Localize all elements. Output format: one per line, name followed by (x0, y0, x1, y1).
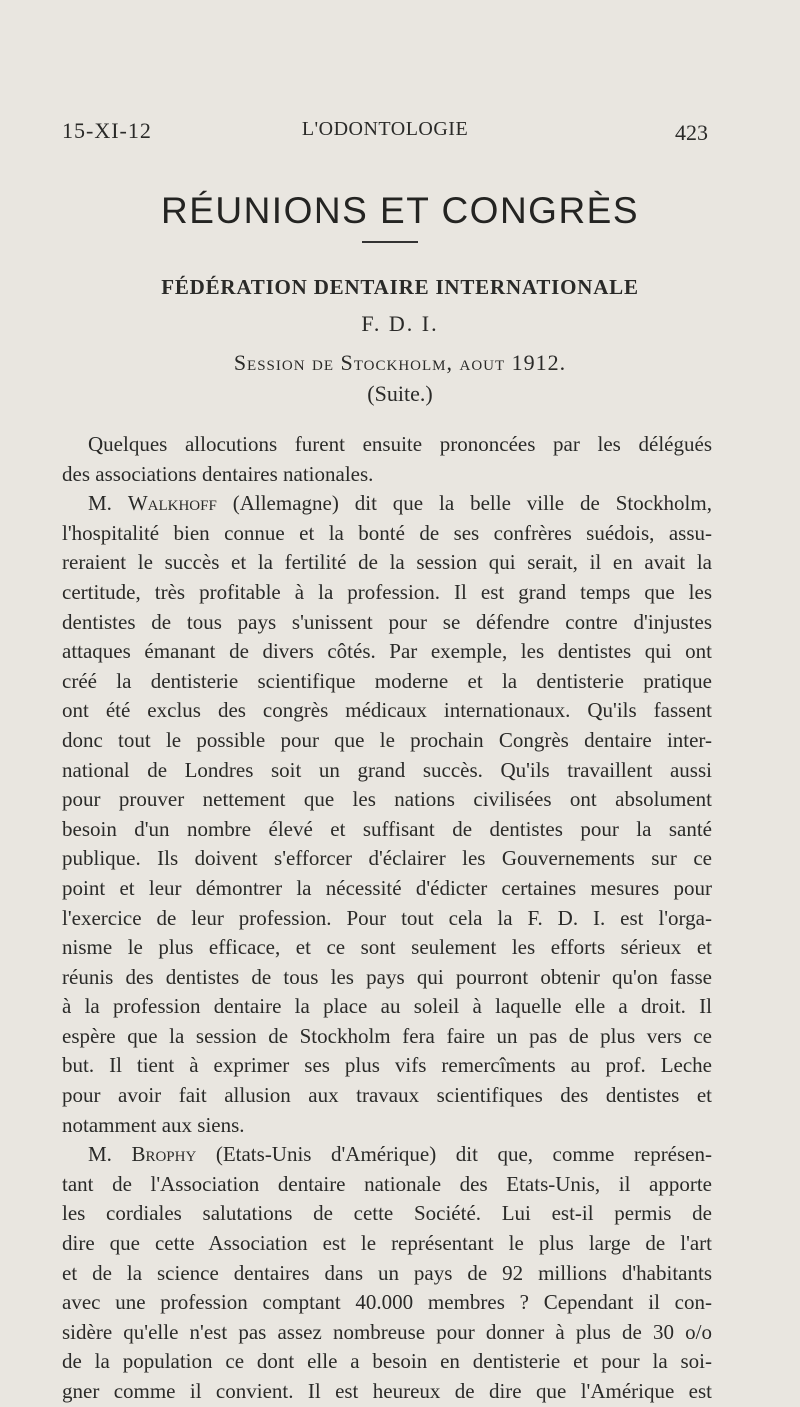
journal-name: L'ODONTOLOGIE (301, 118, 469, 140)
text-line: sidère qu'elle n'est pas assez nombreuse pour donner à plus de 30 o/o (62, 1319, 712, 1344)
speaker-name: Walkhoff (127, 491, 217, 516)
text-line: les cordiales salutations de cette Société. Lui est-il permis de (62, 1201, 712, 1226)
text-line: de la population ce dont elle a besoin en dentisterie et pour la soi- (62, 1349, 712, 1374)
text-line: publique. Ils doivent s'efforcer d'éclairer les Gouvernements sur ce (62, 846, 712, 871)
issue-date: 15-XI-12 (62, 118, 152, 143)
text-line: dentistes de tous pays s'unissent pour se défendre contre d'injustes (62, 609, 712, 634)
text-line: pour prouver nettement que les nations civilisées ont absolument (62, 787, 712, 812)
text-line: tant de l'Association dentaire nationale des Etats-Unis, il apporte (62, 1171, 712, 1196)
text-line: point et leur démontrer la nécessité d'édicter certaines mesures pour (62, 875, 712, 900)
title-divider (362, 241, 418, 243)
text-line (62, 1140, 712, 1170)
text-line: à la profession dentaire la place au soleil à laquelle elle a droit. Il (62, 994, 712, 1019)
text-line: espère que la session de Stockholm fera faire un pas de plus vers ce (62, 1023, 712, 1048)
running-head (62, 118, 708, 148)
text-line: donc tout le possible pour que le prochain Congrès dentaire inter- (62, 727, 712, 752)
text-line: notamment aux siens. (62, 1112, 245, 1137)
speaker-name: Brophy (131, 1142, 197, 1167)
line-text: (Allemagne) dit que la belle ville de Stockholm, (216, 491, 712, 516)
text-line: attaques émanant de divers côtés. Par exemple, les dentistes qui ont (62, 639, 712, 664)
text-line: et de la science dentaires dans un pays de 92 millions d'habitants (62, 1260, 712, 1285)
speaker-prefix: M. (88, 491, 128, 516)
text-line: avec une profession comptant 40.000 membres ? Cependant il con- (62, 1290, 712, 1315)
text-line (62, 489, 712, 519)
session-line: Session de Stockholm, aout 1912. (233, 350, 567, 375)
text-line: gner comme il convient. Il est heureux de dire que l'Amérique est (62, 1379, 712, 1403)
text-line: reraient le succès et la fertilité de la session qui serait, il en avait la (62, 550, 712, 575)
text-line: pour avoir fait allusion aux travaux scientifiques des dentistes et (62, 1083, 712, 1108)
organization-abbreviation: F. D. I. (361, 311, 439, 336)
page-number: 423 (675, 120, 708, 145)
text-line: certitude, très profitable à la profession. Il est grand temps que les (62, 579, 712, 604)
text-line: besoin d'un nombre élevé et suffisant de dentistes pour la santé (62, 816, 712, 841)
text-line: créé la dentisterie scientifique moderne et la dentisterie pratique (62, 668, 712, 693)
text-line: dire que cette Association est le représentant le plus large de l'art (62, 1231, 712, 1256)
text-line: ont été exclus des congrès médicaux internationaux. Qu'ils fassent (62, 698, 712, 723)
article-body (62, 430, 712, 1407)
text-line: national de Londres soit un grand succès. Qu'ils travaillent aussi (62, 757, 712, 782)
text-line: des associations dentaires nationales. (62, 461, 374, 486)
text-line: l'hospitalité bien connue et la bonté de ses confrères suédois, assu- (62, 520, 712, 545)
speaker-prefix: M. (88, 1142, 132, 1167)
text-line: but. Il tient à exprimer ses plus vifs remercîments au prof. Leche (62, 1053, 712, 1078)
text-line: réunis des dentistes de tous les pays qui pourront obtenir qu'on fasse (62, 964, 712, 989)
line-text: (Etats-Unis d'Amérique) dit que, comme représen- (196, 1142, 712, 1167)
text-line: nisme le plus efficace, et ce sont seulement les efforts sérieux et (62, 935, 712, 960)
text-line: Quelques allocutions furent ensuite prononcées par les délégués (88, 432, 712, 456)
article-subtitle: FÉDÉRATION DENTAIRE INTERNATIONALE (161, 275, 639, 299)
continuation-note: (Suite.) (367, 381, 433, 406)
section-title: RÉUNIONS ET CONGRÈS (160, 190, 640, 231)
text-line: l'exercice de leur profession. Pour tout cela la F. D. I. est l'orga- (62, 905, 712, 930)
